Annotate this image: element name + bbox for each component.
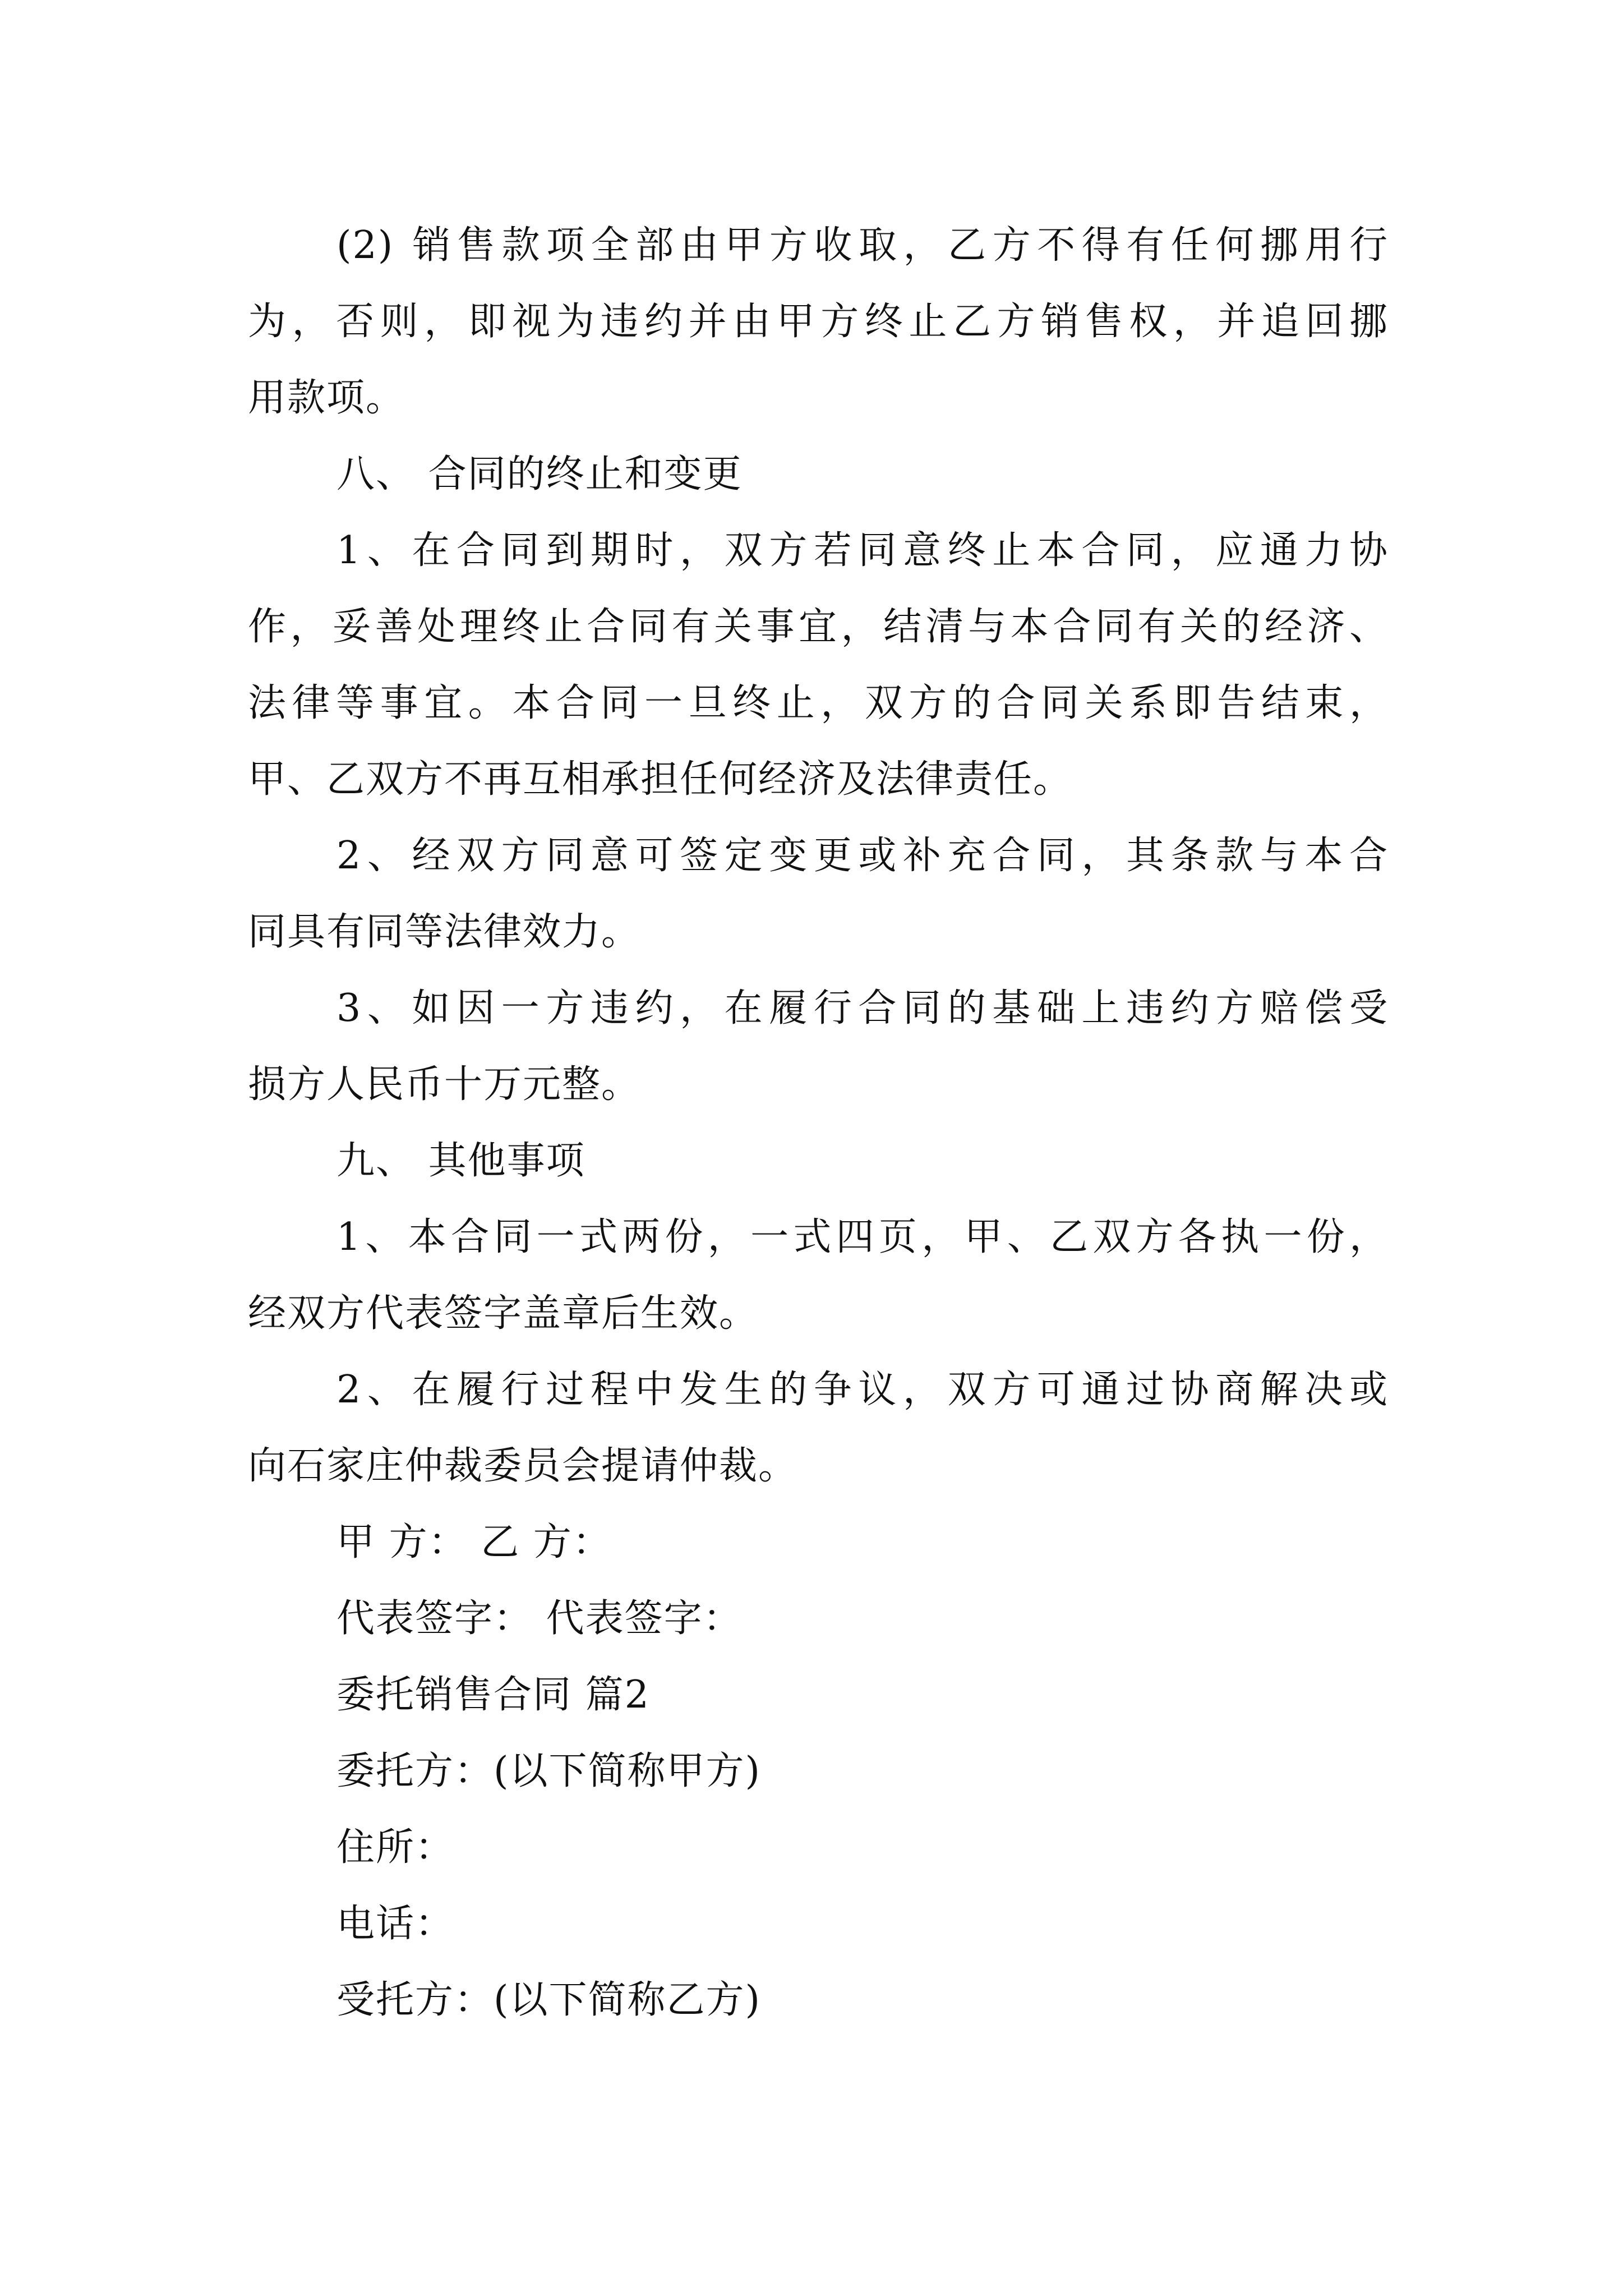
text-line: 经双方代表签字盖章后生效。 (248, 1291, 759, 1336)
text-line: 同具有同等法律效力。 (248, 910, 641, 954)
text-line: 1、本合同一式两份，一式四页，甲、乙双方各执一份， (336, 1215, 1389, 1259)
text-line: 法律等事宜。本合同一旦终止，双方的合同关系即告结束， (248, 681, 1389, 725)
text-line: 用款项。 (248, 376, 405, 420)
text-line: 3、如因一方违约，在履行合同的基础上违约方赔偿受 (336, 986, 1389, 1030)
text-line: 委托销售合同 篇2 (336, 1673, 650, 1717)
text-line: 1、在合同到期时，双方若同意终止本合同，应通力协 (336, 528, 1389, 573)
text-line: (2) 销售款项全部由甲方收取，乙方不得有任何挪用行 (336, 223, 1389, 268)
text-line: 向石家庄仲裁委员会提请仲裁。 (248, 1444, 798, 1488)
document-body (248, 208, 1389, 2039)
text-line: 甲、乙双方不再互相承担任何经济及法律责任。 (248, 757, 1073, 802)
text-line: 代表签字： 代表签字： (336, 1596, 743, 1641)
text-line: 受托方：(以下简称乙方) (336, 1978, 762, 2022)
text-line: 作，妥善处理终止合同有关事宜，结清与本合同有关的经济、 (248, 605, 1389, 649)
text-line: 甲 方： 乙 方： (336, 1520, 612, 1565)
text-line: 九、 其他事项 (336, 1139, 585, 1183)
text-line: 八、 合同的终止和变更 (336, 452, 743, 496)
text-line: 住所： (336, 1825, 455, 1870)
text-line: 2、经双方同意可签定变更或补充合同，其条款与本合 (336, 834, 1389, 878)
text-line: 损方人民币十万元整。 (248, 1062, 641, 1107)
text-line: 电话： (336, 1902, 455, 1946)
text-line: 2、在履行过程中发生的争议，双方可通过协商解决或 (336, 1368, 1389, 1412)
text-line: 委托方：(以下简称甲方) (336, 1749, 762, 1793)
text-line: 为，否则，即视为违约并由甲方终止乙方销售权，并追回挪 (248, 300, 1389, 344)
